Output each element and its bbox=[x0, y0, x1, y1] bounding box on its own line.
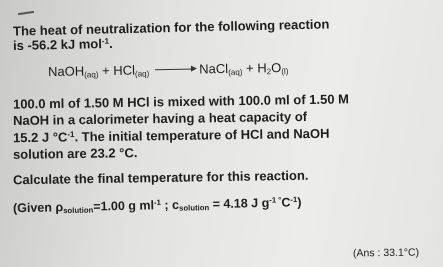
reaction-equation: NaOH$_{(aq)}$ + HCl$_{(aq)}$ NaCl$_{(aq)}$ + $H_2O_{(l)}$ bbox=[47, 60, 289, 80]
pen-mark bbox=[18, 11, 34, 15]
question-line-3: 100.0 ml of 1.50 M HCl is mixed with 100.0 ml of 1.50 M bbox=[12, 91, 350, 112]
answer: (Ans : 33.1°C) bbox=[352, 246, 420, 260]
question-line-2: is -56.2 kJ mol$^{-1}$. bbox=[12, 35, 113, 54]
given-data: (Given $\rho_{solution}=1.00$ g $ml^{-1}$ ; $c_{solution} = 4.18$ J $g^{-1 ^\circ}C^{-1}$) bbox=[12, 195, 302, 216]
reaction-arrow bbox=[155, 68, 195, 70]
question-line-1: The heat of neutralization for the following reaction bbox=[12, 16, 330, 39]
question-line-4: NaOH in a calorimeter having a heat capacity of bbox=[12, 108, 308, 129]
question-line-5: 15.2 J $^\circ C^{-1}$. The initial temperature of HCl and NaOH bbox=[12, 125, 330, 146]
question-line-7: Calculate the final temperature for this reaction. bbox=[12, 167, 309, 188]
question-line-6: solution are 23.2 °C. bbox=[12, 145, 138, 162]
